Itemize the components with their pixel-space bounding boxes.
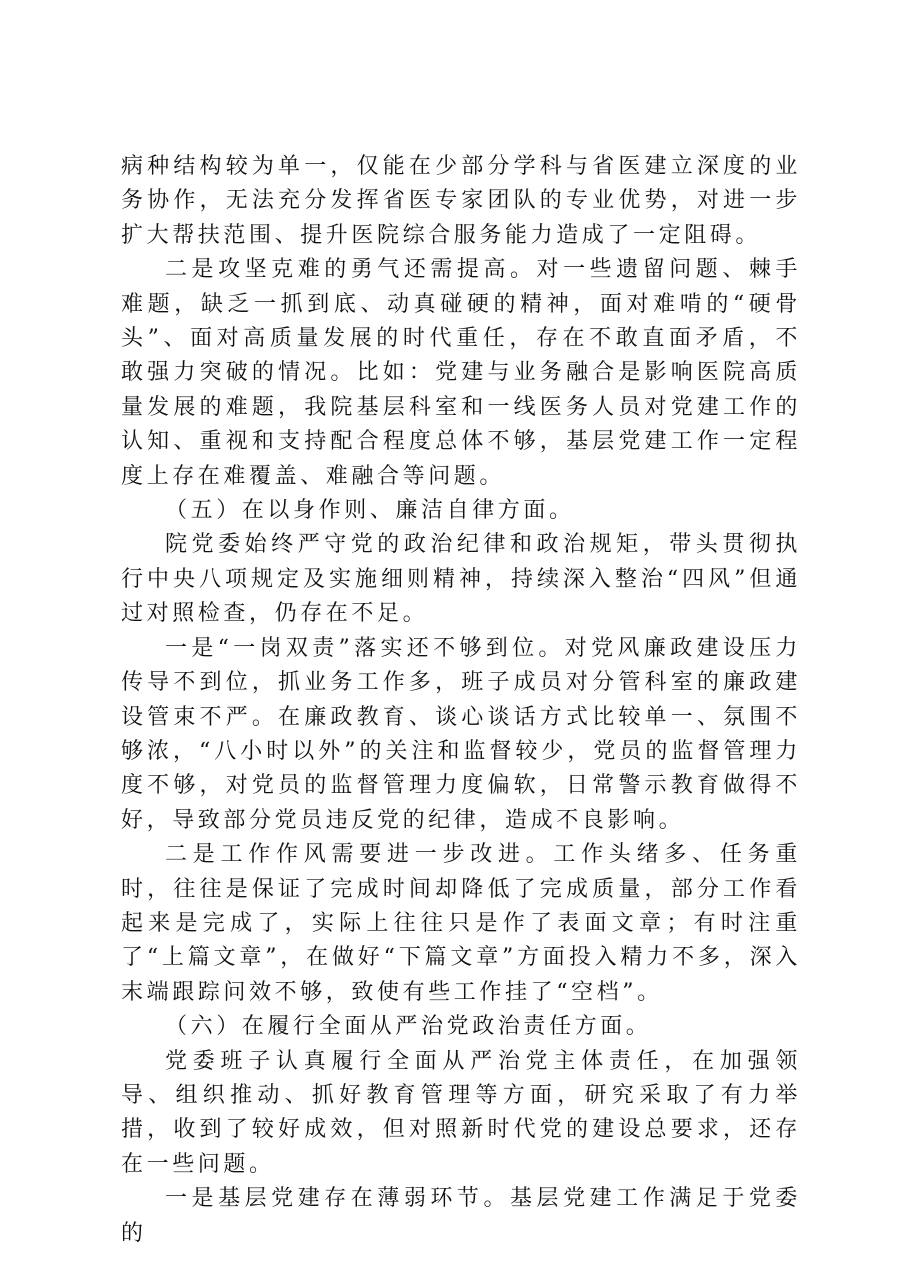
paragraph-main-responsibility: 党委班子认真履行全面从严治党主体责任，在加强领导、组织推动、抓好教育管理等方面，研究采取了有力举措，收到了较好成效，但对照新时代党的建设总要求，还存在一些问题。 xyxy=(121,1048,801,1177)
paragraph-tough-problems: 二是攻坚克难的勇气还需提高。对一些遗留问题、棘手难题，缺乏一抓到底、动真碰硬的精神，面对难啃的“硬骨头”、面对高质量发展的时代重任，存在不敢直面矛盾，不敢强力突破的情况。比如：党建与业务融合是影响医院高质量发展的难题，我院基层科室和一线医务人员对党建工作的认知、重视和支持配合程度总体不够，基层党建工作一定程度上存在难覆盖、难融合等问题。 xyxy=(121,257,801,489)
paragraph-one-post-two-duties: 一是“一岗双责”落实还不够到位。对党风廉政建设压力传导不到位，抓业务工作多，班子成员对分管科室的廉政建设管束不严。在廉政教育、谈心谈话方式比较单一、氛围不够浓，“八小时以外”的关注和监督较少，党员的监督管理力度不够，对党员的监督管理力度偏软，日常警示教育做得不好，导致部分党员违反党的纪律，造成不良影响。 xyxy=(121,635,801,833)
paragraph-party-discipline: 院党委始终严守党的政治纪律和政治规矩，带头贯彻执行中央八项规定及实施细则精神，持续深入整治“四风”但通过对照检查，仍存在不足。 xyxy=(121,532,801,627)
paragraph-continuation: 病种结构较为单一，仅能在少部分学科与省医建立深度的业务协作，无法充分发挥省医专家团队的专业优势，对进一步扩大帮扶范围、提升医院综合服务能力造成了一定阻碍。 xyxy=(121,154,801,248)
section-heading-five: （五）在以身作则、廉洁自律方面。 xyxy=(165,498,575,524)
document-body xyxy=(121,150,801,1251)
paragraph-work-style: 二是工作作风需要进一步改进。工作头绪多、任务重时，往往是保证了完成时间却降低了完成质量，部分工作看起来是完成了，实际上往往只是作了表面文章；有时注重了“上篇文章”，在做好“下篇文章”方面投入精力不多，深入末端跟踪问效不够，致使有些工作挂了“空档”。 xyxy=(121,842,801,1005)
section-heading-six: （六）在履行全面从严治党政治责任方面。 xyxy=(165,1014,652,1040)
paragraph-grassroots-weakness: 一是基层党建存在薄弱环节。基层党建工作满足于党委的 xyxy=(121,1186,801,1246)
